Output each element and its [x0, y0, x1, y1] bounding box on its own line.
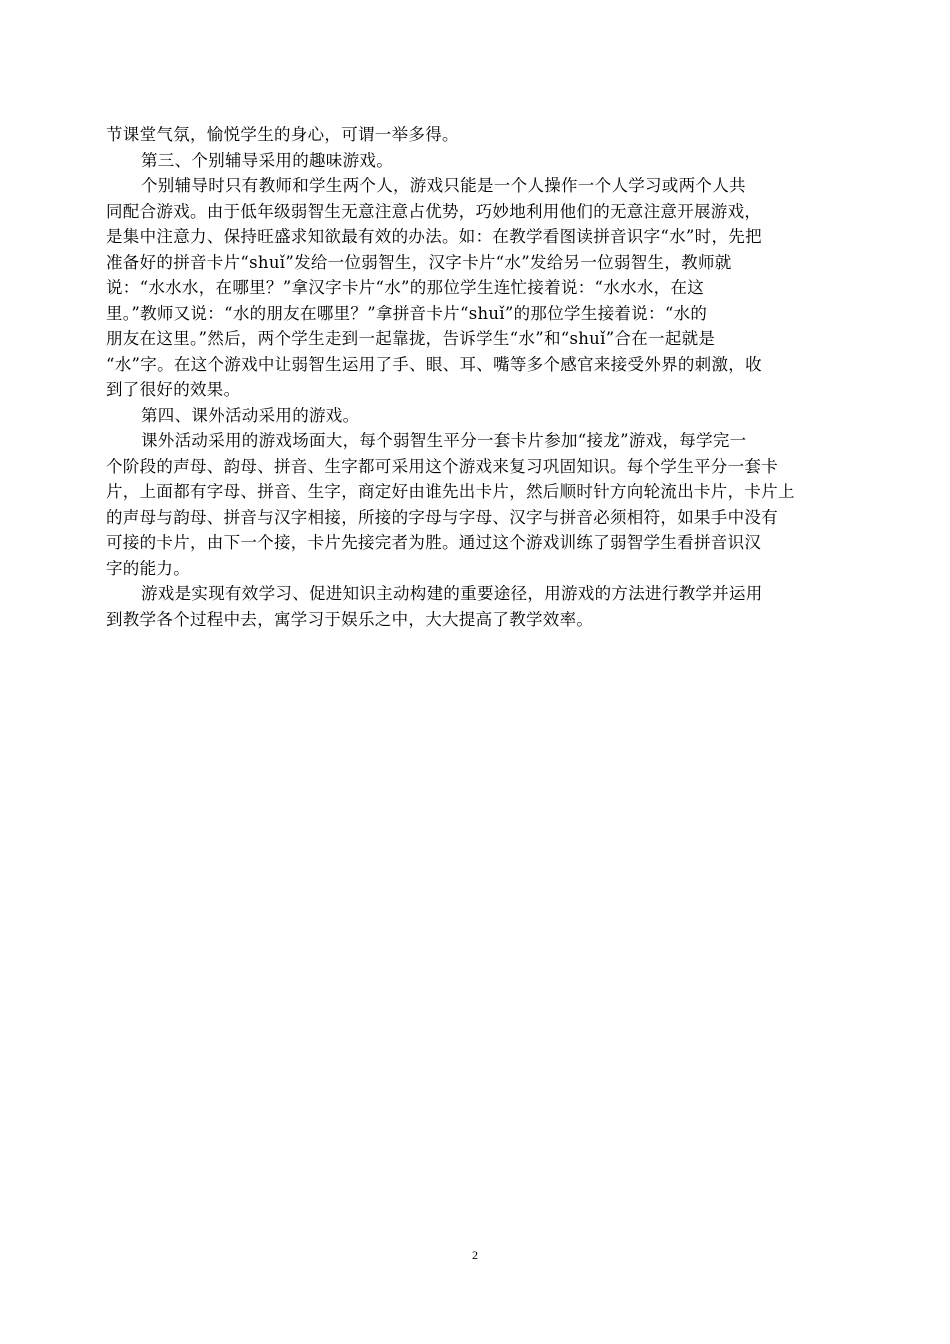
- paragraph-line: 是集中注意力、保持旺盛求知欲最有效的办法。如：在教学看图读拼音识字“水”时，先把: [106, 227, 762, 246]
- paragraph-line: 里。”教师又说：“水的朋友在哪里？”拿拼音卡片“shuǐ”的那位学生接着说：“水的: [106, 303, 708, 323]
- section-heading-fourth: 第四、课外活动采用的游戏。: [141, 405, 360, 425]
- paragraph-line: 说：“水水水，在哪里？”拿汉字卡片“水”的那位学生连忙接着说：“水水水，在这: [106, 278, 705, 297]
- paragraph-line: 同配合游戏。由于低年级弱智生无意注意占优势，巧妙地利用他们的无意注意开展游戏，: [106, 201, 762, 221]
- paragraph-line: 课外活动采用的游戏场面大，每个弱智生平分一套卡片参加“接龙”游戏，每学完一: [141, 431, 747, 450]
- conclusion-line: 到教学各个过程中去，寓学习于娱乐之中，大大提高了教学效率。: [106, 609, 594, 629]
- section-heading-third: 第三、个别辅导采用的趣味游戏。: [141, 150, 393, 170]
- page-number: 2: [472, 1248, 478, 1262]
- paragraph-line: 个阶段的声母、韵母、拼音、生字都可采用这个游戏来复习巩固知识。每个学生平分一套卡: [106, 456, 778, 476]
- document-body: [106, 122, 846, 632]
- paragraph-line: 可接的卡片，由下一个接，卡片先接完者为胜。通过这个游戏训练了弱智学生看拼音识汉: [106, 533, 762, 552]
- paragraph-line: 个别辅导时只有教师和学生两个人，游戏只能是一个人操作一个人学习或两个人共: [141, 176, 746, 195]
- paragraph-line: 的声母与韵母、拼音与汉字相接，所接的字母与字母、汉字与拼音必须相符，如果手中没有: [106, 507, 778, 527]
- conclusion-line: 游戏是实现有效学习、促进知识主动构建的重要途径，用游戏的方法进行教学并运用: [141, 584, 763, 603]
- paragraph-line: 到了很好的效果。: [106, 380, 241, 399]
- paragraph-line: 朋友在这里。”然后，两个学生走到一起靠拢，告诉学生“水”和“shuǐ”合在一起就是: [106, 329, 716, 348]
- paragraph-line: 片，上面都有字母、拼音、生字，商定好由谁先出卡片，然后顺时针方向轮流出卡片，卡片上: [106, 482, 795, 501]
- paragraph-line: “水”字。在这个游戏中让弱智生运用了手、眼、耳、嘴等多个感官来接受外界的刺激，收: [106, 354, 762, 374]
- paragraph-line: 准备好的拼音卡片“shuǐ”发给一位弱智生，汉字卡片“水”发给另一位弱智生，教师就: [106, 252, 732, 272]
- paragraph-line: 字的能力。: [106, 558, 190, 578]
- text-line: 节课堂气氛，愉悦学生的身心，可谓一举多得。: [106, 125, 459, 144]
